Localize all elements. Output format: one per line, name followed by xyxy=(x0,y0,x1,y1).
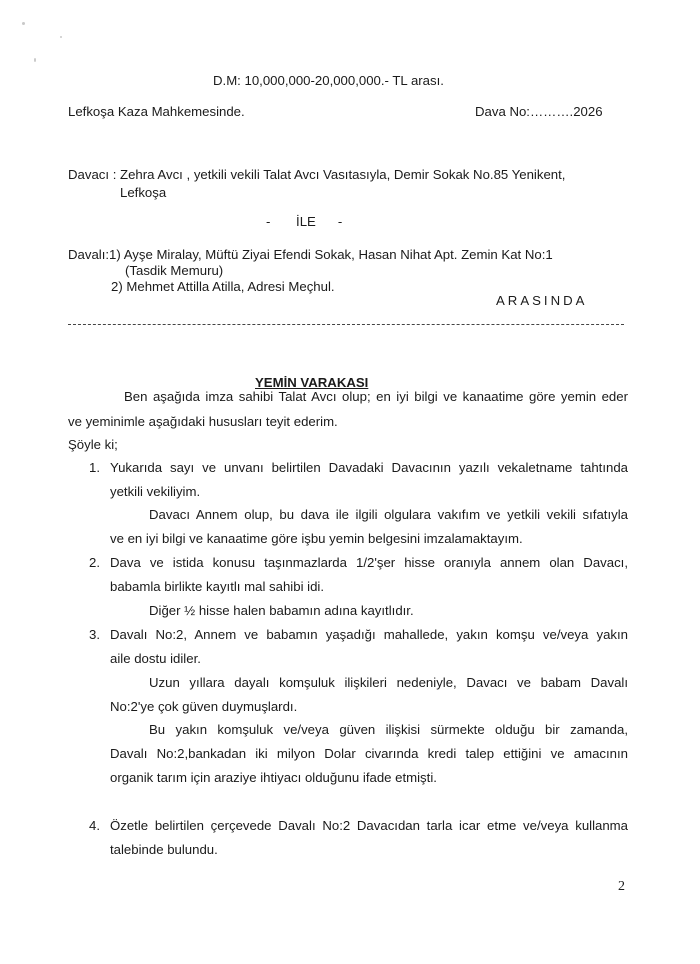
intro-line-2: ve yeminimle aşağıdaki hususları teyit ederim. xyxy=(68,414,338,429)
plaintiff-line-1: Davacı : Zehra Avcı , yetkili vekili Talat Avcı Vasıtasıyla, Demir Sokak No.85 Yenikent, xyxy=(68,167,566,182)
plaintiff-line-2: Lefkoşa xyxy=(120,185,167,200)
item-2-line-1: Dava ve istida konusu taşınmazlarda 1/2'şer hisse oranıyla annem olan Davacı, xyxy=(110,555,628,570)
court-name: Lefkoşa Kaza Mahkemesinde. xyxy=(68,104,245,119)
item-1-line-2: yetkili vekiliyim. xyxy=(110,484,201,499)
scan-speck xyxy=(22,22,25,25)
item-4-line-2: talebinde bulundu. xyxy=(110,842,218,857)
scan-speck xyxy=(34,58,36,62)
item-3-line-2: aile dostu idiler. xyxy=(110,651,201,666)
item-2-line-2: babamla birlikte kayıtlı mal sahibi idi. xyxy=(110,579,325,594)
page-number: 2 xyxy=(618,879,625,894)
item-2-para-2-line-1: Diğer ½ hisse halen babamın adına kayıtlıdır. xyxy=(149,603,414,618)
parties-separator: - İLE - xyxy=(266,214,343,229)
case-number: Dava No:……….2026 xyxy=(475,104,603,119)
item-number: 3. xyxy=(89,627,100,642)
item-1-para-2-line-1: Davacı Annem olup, bu dava ile ilgili olgulara vakıfım ve yetkili vekili sıfatıyla xyxy=(149,507,628,522)
section-divider xyxy=(68,324,624,325)
item-3-para-3-line-1: Bu yakın komşuluk ve/veya güven ilişkisi sürmekte olduğu bir zamanda, xyxy=(149,722,628,737)
intro-line-1: Ben aşağıda imza sahibi Talat Avcı olup; en iyi bilgi ve kanaatime göre yemin eder xyxy=(124,389,628,404)
item-3-para-3-line-3: organik tarım için araziye ihtiyacı olduğunu ifade etmişti. xyxy=(110,770,437,785)
scan-speck xyxy=(60,36,62,38)
item-number: 1. xyxy=(89,460,100,475)
item-1-line-1: Yukarıda sayı ve unvanı belirtilen Davadaki Davacının yazılı vekaletname tahtında xyxy=(110,460,628,475)
defendant-2-line: 2) Mehmet Attilla Atilla, Adresi Meçhul. xyxy=(111,279,335,294)
defendant-1-line-2: (Tasdik Memuru) xyxy=(125,263,224,278)
amount-line: D.M: 10,000,000-20,000,000.- TL arası. xyxy=(213,73,444,88)
item-3-para-2-line-1: Uzun yıllara dayalı komşuluk ilişkileri nedeniyle, Davacı ve babam Davalı xyxy=(149,675,628,690)
defendant-1-line-1: Davalı:1) Ayşe Miralay, Müftü Ziyai Efendi Sokak, Hasan Nihat Apt. Zemin Kat No:1 xyxy=(68,247,553,262)
intro-line-3: Şöyle ki; xyxy=(68,437,118,452)
document-title: YEMİN VARAKASI xyxy=(255,375,369,391)
item-number: 4. xyxy=(89,818,100,833)
item-1-para-2-line-2: ve en iyi bilgi ve kanaatime göre işbu yemin belgesini imzalamaktayım. xyxy=(110,531,523,546)
item-4-line-1: Özetle belirtilen çerçevede Davalı No:2 Davacıdan tarla icar etme ve/veya kullanma xyxy=(110,818,628,833)
item-3-para-3-line-2: Davalı No:2,bankadan iki milyon Dolar civarında kredi talep ettiğini ve amacının xyxy=(110,746,628,761)
item-number: 2. xyxy=(89,555,100,570)
item-3-line-1: Davalı No:2, Annem ve babamın yaşadığı mahallede, yakın komşu ve/veya yakın xyxy=(110,627,628,642)
between-label: ARASINDA xyxy=(496,293,588,308)
item-3-para-2-line-2: No:2'ye çok güven duymuşlardı. xyxy=(110,699,298,714)
